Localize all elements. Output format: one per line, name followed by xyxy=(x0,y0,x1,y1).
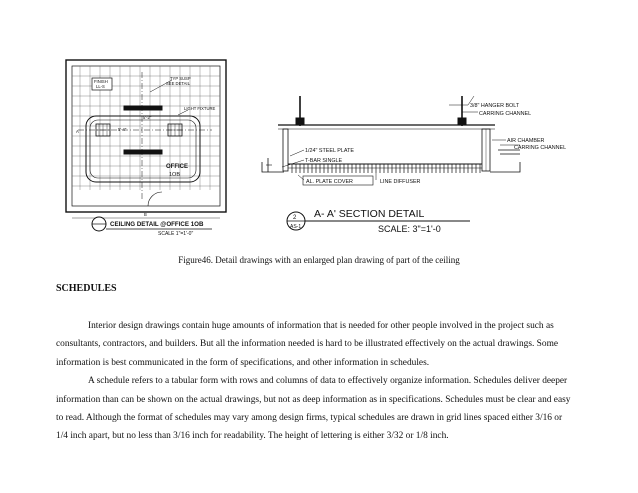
section-tag-sheet: AS-1 xyxy=(290,224,302,230)
plan-dim-v: 5'-4" xyxy=(118,127,127,132)
section-detail-drawing xyxy=(262,96,520,185)
plan-box-label-line2: LL-S xyxy=(96,84,105,89)
plan-box-label-line1: FINISH xyxy=(94,79,108,84)
plan-room-name: OFFICE xyxy=(166,164,188,170)
figure-caption: Figure46. Detail drawings with an enlarged plan drawing of part of the ceiling xyxy=(178,255,460,265)
label-air-chamber: AIR CHAMBER xyxy=(507,138,545,144)
label-t-bar: T-BAR SINGLE xyxy=(305,158,343,164)
section-title-block xyxy=(287,208,470,234)
plan-note2: LIGHT FIXTURE xyxy=(184,106,216,111)
plan-title-block xyxy=(92,217,212,237)
plan-title: CEILING DETAIL @OFFICE 1OB xyxy=(110,221,204,228)
section-title: A- A' SECTION DETAIL xyxy=(314,208,425,220)
ceiling-plan-drawing xyxy=(66,60,226,218)
paragraph: Interior design drawings contain huge amounts of information that is needed for other people involved in the project such as consultants, contractors, and builders. But all the information needed is hard to be illustrated effectively on the actual drawings. Some information is best communicated in the form of specifications, and other information in schedules. xyxy=(56,321,559,368)
paragraph: A schedule refers to a tabular form with rows and columns of data to effectively organize information. Schedules deliver deeper information than can be shown on the actual drawings, but not as deep information as in specifications. Schedules must be clear and easy to read. Although the format of schedules may vary among design firms, typical schedules are drawn in grid lines spaced either 3/16 or 1/4 inch apart, but no less than 3/16 inch for readability. The height of lettering is either 3/32 or 1/8 inch. xyxy=(56,376,571,442)
body-text xyxy=(56,317,576,446)
plan-note1-line2: SEE DETAIL xyxy=(166,81,190,86)
label-plate-cover: AL. PLATE COVER xyxy=(306,179,353,185)
label-carrying-channel-top: CARRING CHANNEL xyxy=(479,111,532,117)
label-hanger-bolt: 3/8" HANGER BOLT xyxy=(470,103,520,109)
label-carrying-channel-right: CARRING CHANNEL xyxy=(514,145,567,151)
section-heading: SCHEDULES xyxy=(56,283,117,294)
plan-room-number: 1OB xyxy=(169,172,181,178)
section-scale: SCALE: 3"=1'-0 xyxy=(378,224,441,234)
plan-mark-b: B xyxy=(144,212,147,217)
label-line-diffuser: LINE DIFFUSER xyxy=(380,179,421,185)
plan-note1-line1: TYP SUSP xyxy=(170,76,191,81)
plan-mark-a: A xyxy=(76,129,79,134)
section-tag-number: 2 xyxy=(293,215,297,221)
plan-scale: SCALE 1"=1'-0" xyxy=(158,231,194,237)
plan-dim-h: 5'-2" xyxy=(143,115,152,120)
plan-annotations xyxy=(76,76,216,217)
label-steel-plate: 1/24" STEEL PLATE xyxy=(305,148,354,154)
